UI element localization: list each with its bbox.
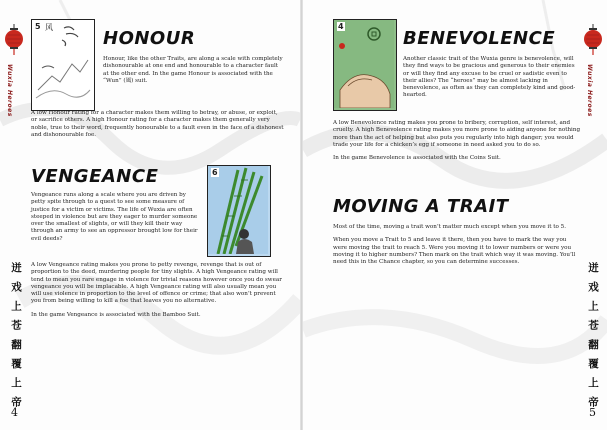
vengeance-heading: VENGEANCE [31, 166, 159, 187]
card-number: 6 [212, 168, 218, 177]
moving-trait-paragraph-2: When you move a Trait to 5 and leave it there, then you have to mark the way you were moving the trait to reach 5. Were you moving it to lower numbers or were you moving it to higher numbers? Then mark on the trait which way it was moving. You’ll need this in the Chance chapter, so you can determine successes. [333, 237, 576, 266]
benevolence-intro [403, 56, 581, 106]
side-tab-label: Wuxia Heroes [586, 64, 593, 117]
benevolence-paragraph-1: Another classic trait of the Wuxia genre is benevolence, will they find ways to be gracious and generous to their enemies or will they find any excuse to be cruel or sadistic even to their allies? The “heroes” may be almost lacking in benevolence, as often as they can completely kind and good-hearted. [403, 56, 576, 99]
side-tab-label: Wuxia Heroes [6, 64, 13, 117]
wind-card-illustration [32, 20, 92, 108]
coin-card-illustration [334, 20, 394, 108]
left-page [0, 0, 300, 430]
benevolence-details [333, 120, 581, 168]
page-number: 4 [11, 406, 18, 419]
moving-trait-heading: MOVING A TRAIT [333, 196, 509, 217]
margin-calligraphy: 迸 戏 上 苍 翻 覆 上 帝 [587, 262, 599, 410]
card-number: 4 [338, 22, 344, 31]
vengeance-paragraph-3: In the game Vengeance is associated with the Bamboo Suit. [31, 311, 201, 318]
moving-trait-body [333, 224, 581, 272]
honour-intro [103, 56, 285, 91]
paper-lantern-icon [583, 24, 603, 56]
right-page [303, 0, 607, 430]
benevolence-paragraph-3: In the game Benevolence is associated with the Coins Suit. [333, 155, 501, 162]
bamboo-card-illustration [208, 166, 268, 254]
benevolence-heading: BENEVOLENCE [403, 28, 556, 49]
card-suit-symbol: 风 [45, 23, 53, 32]
vengeance-intro [31, 192, 201, 249]
paper-lantern-icon [4, 24, 24, 56]
honour-paragraph-1: Honour, like the other Traits, are along a scale with completely dishonourable at one end and honourable to a character fault at the other end. In the game Honour is associated with the “Wun” (風) suit. [103, 56, 283, 84]
vengeance-card [207, 165, 271, 257]
honour-details [31, 110, 285, 145]
vengeance-details [31, 262, 285, 325]
vengeance-paragraph-1: Vengeance runs along a scale where you are driven by petty spite through to a quest to see some measure of justice for a victim or victims. The life of Wuxia are often steeped in violence but are they eager to murder someone over the smallest of slights, or will they kill their way through an army to see an oppressor brought low for their evil deeds? [31, 192, 198, 242]
moving-trait-paragraph-1: Most of the time, moving a trait won’t matter much except when you move it to 5. [333, 224, 566, 230]
honour-paragraph-2: A low Honour rating for a character makes them willing to betray, or abuse, or exploit, or sacrifice others. A high Honour rating for a character makes them generally very noble, true to their word, frequently honourable to a fault even in the face of a dishonest and dishonourable foe. [31, 110, 284, 138]
benevolence-card [333, 19, 397, 111]
vengeance-paragraph-2: A low Vengeance rating makes you prone to petty revenge, revenge that is out of proportion to the deed, murdering people for tiny slights. A high Vengeance rating will tend to mean you rare engage in violence for trivial reasons however once you do swear vengeance you will be implacable. A high Vengeance rating will also usually mean you will use violence in proportion to the level of offence or crime; that also won’t prevent you from being willing to kill a foe that leaves you no alternative. [31, 262, 282, 305]
card-number: 5 [35, 22, 41, 31]
page-number: 5 [589, 406, 596, 419]
benevolence-paragraph-2: A low Benevolence rating makes you prone to bribery, corruption, self interest, and cruelty. A high Benevolence rating makes you more prone to aiding anyone for nothing more than the act of helping but also puts you regularly into high danger; you would trade your life for a chicken’s egg if someone in need asked you to do so. [333, 120, 581, 148]
honour-card [31, 19, 95, 111]
honour-heading: HONOUR [103, 28, 196, 49]
margin-calligraphy: 迸 戏 上 苍 翻 覆 上 帝 [10, 262, 22, 410]
